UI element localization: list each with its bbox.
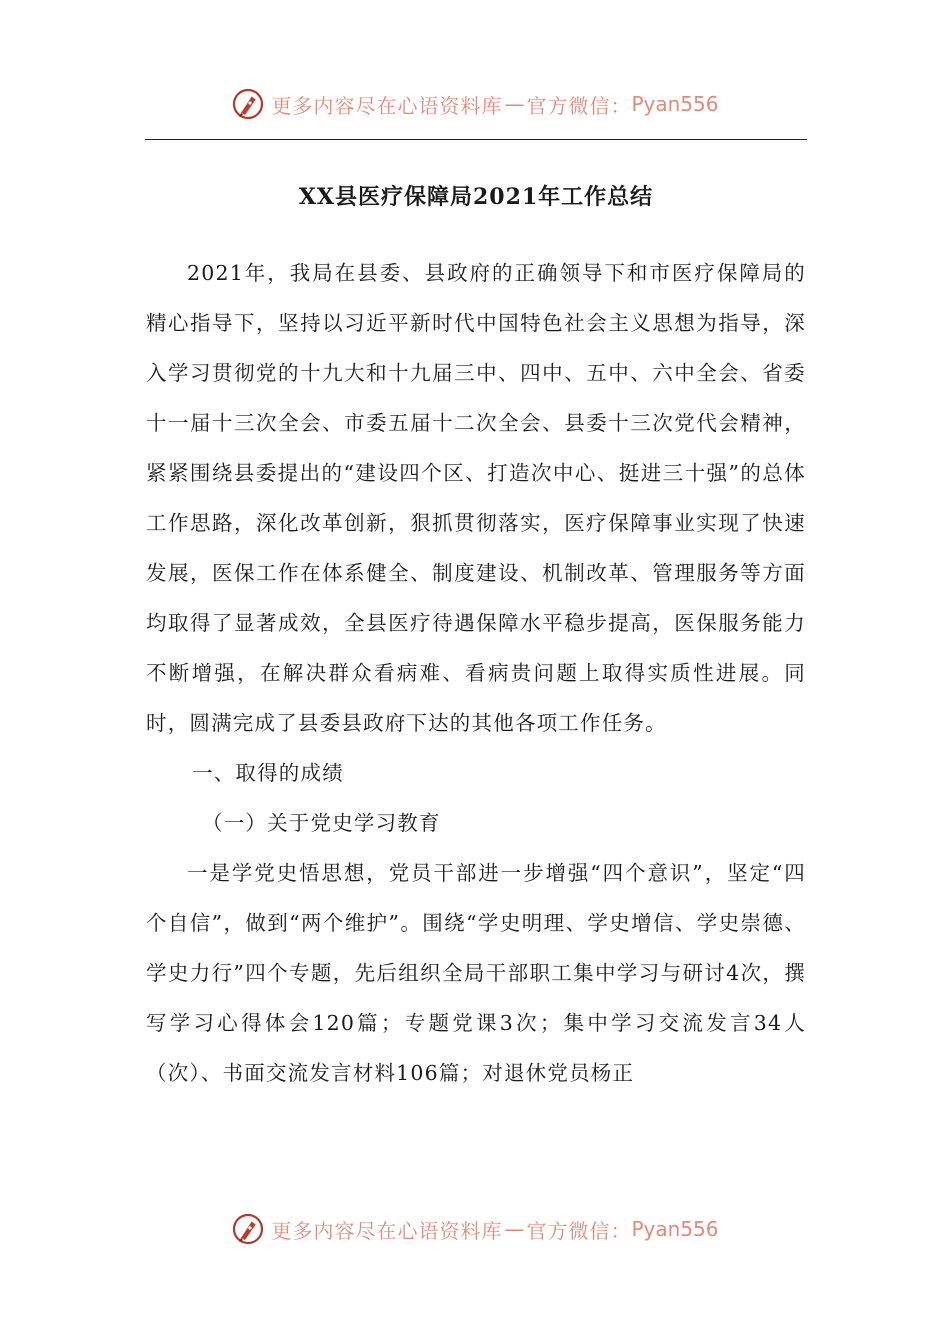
banner-separator: — [504, 92, 525, 116]
header-divider [145, 139, 807, 140]
banner-slogan: 更多内容尽在心语资料库 [271, 93, 503, 118]
intro-paragraph: 2021年，我局在县委、县政府的正确领导下和市医疗保障局的精心指导下，坚持以习近平新时代中国特色社会主义思想为指导，深入学习贯彻党的十九大和十九届三中、四中、五中、六中全会、省委十一届十三次全会、市委五届十二次全会、县委十三次党代会精神，紧紧围绕县委提出的“建设四个区、打造次中心、挺进三十强”的总体工作思路，深化改革创新，狠抓贯彻落实，医疗保障事业实现了快速发展，医保工作在体系健全、制度建设、机制改革、管理服务等方面均取得了显著成效，全县医疗待遇保障水平稳步提高，医保服务能力不断增强，在解决群众看病难、看病贵问题上取得实质性进展。同时，圆满完成了县委县政府下达的其他各项工作任务。 [146, 261, 806, 735]
section-heading: 一、取得的成绩 [192, 761, 344, 785]
document-title: XX县医疗保障局2021年工作总结 [298, 184, 654, 210]
header-banner [0, 82, 950, 126]
subsection-paragraph: 一是学党史悟思想，党员干部进一步增强“四个意识”，坚定“四个自信”，做到“两个维护”。围绕“学史明理、学史增信、学史崇德、学史力行”四个专题，先后组织全局干部职工集中学习与研讨4次，撰写学习心得体会120篇；专题党课3次；集中学习交流发言34人（次）、书面交流发言材料106篇；对退休党员杨正 [146, 861, 806, 1085]
document-body [146, 176, 806, 1098]
banner-wechat-label: 官方微信： [526, 93, 632, 118]
pen-nib-logo-icon [231, 1212, 265, 1246]
banner-wechat-id: Pyan556 [631, 92, 719, 116]
banner-wechat-label: 官方微信： [526, 1218, 632, 1243]
banner-separator: — [504, 1217, 525, 1241]
banner-slogan: 更多内容尽在心语资料库 [271, 1218, 503, 1243]
pen-nib-logo-icon [231, 87, 265, 121]
banner-wechat-id: Pyan556 [631, 1217, 719, 1241]
footer-banner [0, 1207, 950, 1251]
subsection-heading: （一）关于党史学习教育 [202, 811, 441, 835]
